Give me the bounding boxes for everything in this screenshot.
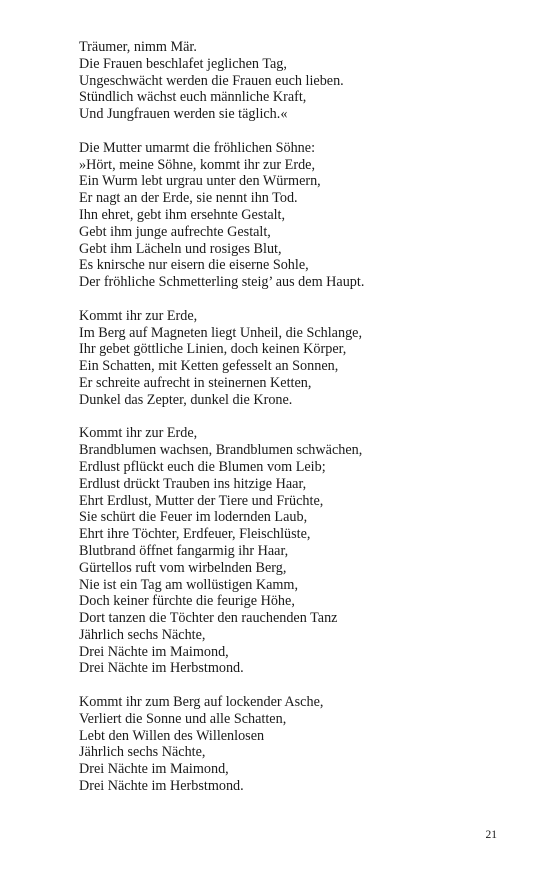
poem-line: Träumer, nimm Mär. (79, 39, 197, 55)
poem-line: Gebt ihm junge aufrechte Gestalt, (79, 223, 271, 240)
stanza-2 (79, 140, 519, 291)
poem-line: Ein Schatten, mit Ketten gefesselt an Sonnen, (79, 358, 339, 375)
poem-line: Gebt ihm Lächeln und rosiges Blut, (79, 240, 282, 257)
poem-line: Drei Nächte im Maimond, (79, 643, 229, 660)
poem-line: Ihr gebet göttliche Linien, doch keinen Körper, (79, 341, 347, 358)
poem-line: Dort tanzen die Töchter den rauchenden Tanz (79, 610, 338, 627)
poem-line: Erdlust drückt Trauben ins hitzige Haar, (79, 475, 307, 492)
poem-line: Brandblumen wachsen, Brandblumen schwächen, (79, 442, 363, 459)
poem-line: Drei Nächte im Herbstmond. (79, 778, 244, 795)
poem-line: Gürtellos ruft vom wirbelnden Berg, (79, 559, 287, 576)
poem-line: Stündlich wächst euch männliche Kraft, (79, 89, 307, 106)
poem-line: Er schreite aufrecht in steinernen Ketten, (79, 374, 312, 391)
stanza-5 (79, 694, 519, 795)
stanza-3 (79, 308, 519, 409)
stanza-4 (79, 425, 519, 677)
poem-line: Jährlich sechs Nächte, (79, 626, 206, 643)
page-number: 21 (485, 829, 497, 841)
poem-line: Ehrt Erdlust, Mutter der Tiere und Früchte, (79, 492, 324, 509)
poem-line: Ein Wurm lebt urgrau unter den Würmern, (79, 173, 321, 190)
poem-line: Drei Nächte im Maimond, (79, 761, 229, 778)
poem-line: Drei Nächte im Herbstmond. (79, 660, 244, 677)
poem-line: Kommt ihr zum Berg auf lockender Asche, (79, 694, 324, 711)
poem-line: Blutbrand öffnet fangarmig ihr Haar, (79, 542, 289, 559)
poem-line: Kommt ihr zur Erde, (79, 307, 198, 324)
poem-line: Jährlich sechs Nächte, (79, 744, 206, 761)
poem-line: Und Jungfrauen werden sie täglich.« (79, 106, 288, 123)
poem-line: Ehrt ihre Töchter, Erdfeuer, Fleischlüste, (79, 526, 311, 543)
poem-line: Im Berg auf Magneten liegt Unheil, die Schlange, (79, 324, 363, 341)
poem-line: Sie schürt die Feuer im lodernden Laub, (79, 509, 308, 526)
poem-line: Dunkel das Zepter, dunkel die Krone. (79, 391, 293, 408)
poem-line: Der fröhliche Schmetterling steig’ aus dem Haupt. (79, 274, 365, 291)
poem-line: Die Mutter umarmt die fröhlichen Söhne: (79, 139, 316, 156)
poem-line: Die Frauen beschlafet jeglichen Tag, (79, 55, 287, 72)
poem-line: Nie ist ein Tag am wollüstigen Kamm, (79, 576, 299, 593)
poem-line: Kommt ihr zur Erde, (79, 425, 198, 442)
poem-line: Ihn ehret, gebt ihm ersehnte Gestalt, (79, 206, 286, 223)
poem-line: Doch keiner fürchte die feurige Höhe, (79, 593, 295, 610)
poem-body (79, 39, 519, 812)
poem-line: Lebt den Willen des Willenlosen (79, 727, 265, 744)
stanza-1 (79, 39, 519, 123)
poem-line: Es knirsche nur eisern die eiserne Sohle, (79, 257, 309, 274)
poem-line: Erdlust pflückt euch die Blumen vom Leib; (79, 458, 326, 475)
poem-line: Er nagt an der Erde, sie nennt ihn Tod. (79, 190, 298, 207)
poem-line: Verliert die Sonne und alle Schatten, (79, 710, 287, 727)
poem-line: Ungeschwächt werden die Frauen euch lieben. (79, 72, 344, 89)
poem-line: »Hört, meine Söhne, kommt ihr zur Erde, (79, 156, 316, 173)
